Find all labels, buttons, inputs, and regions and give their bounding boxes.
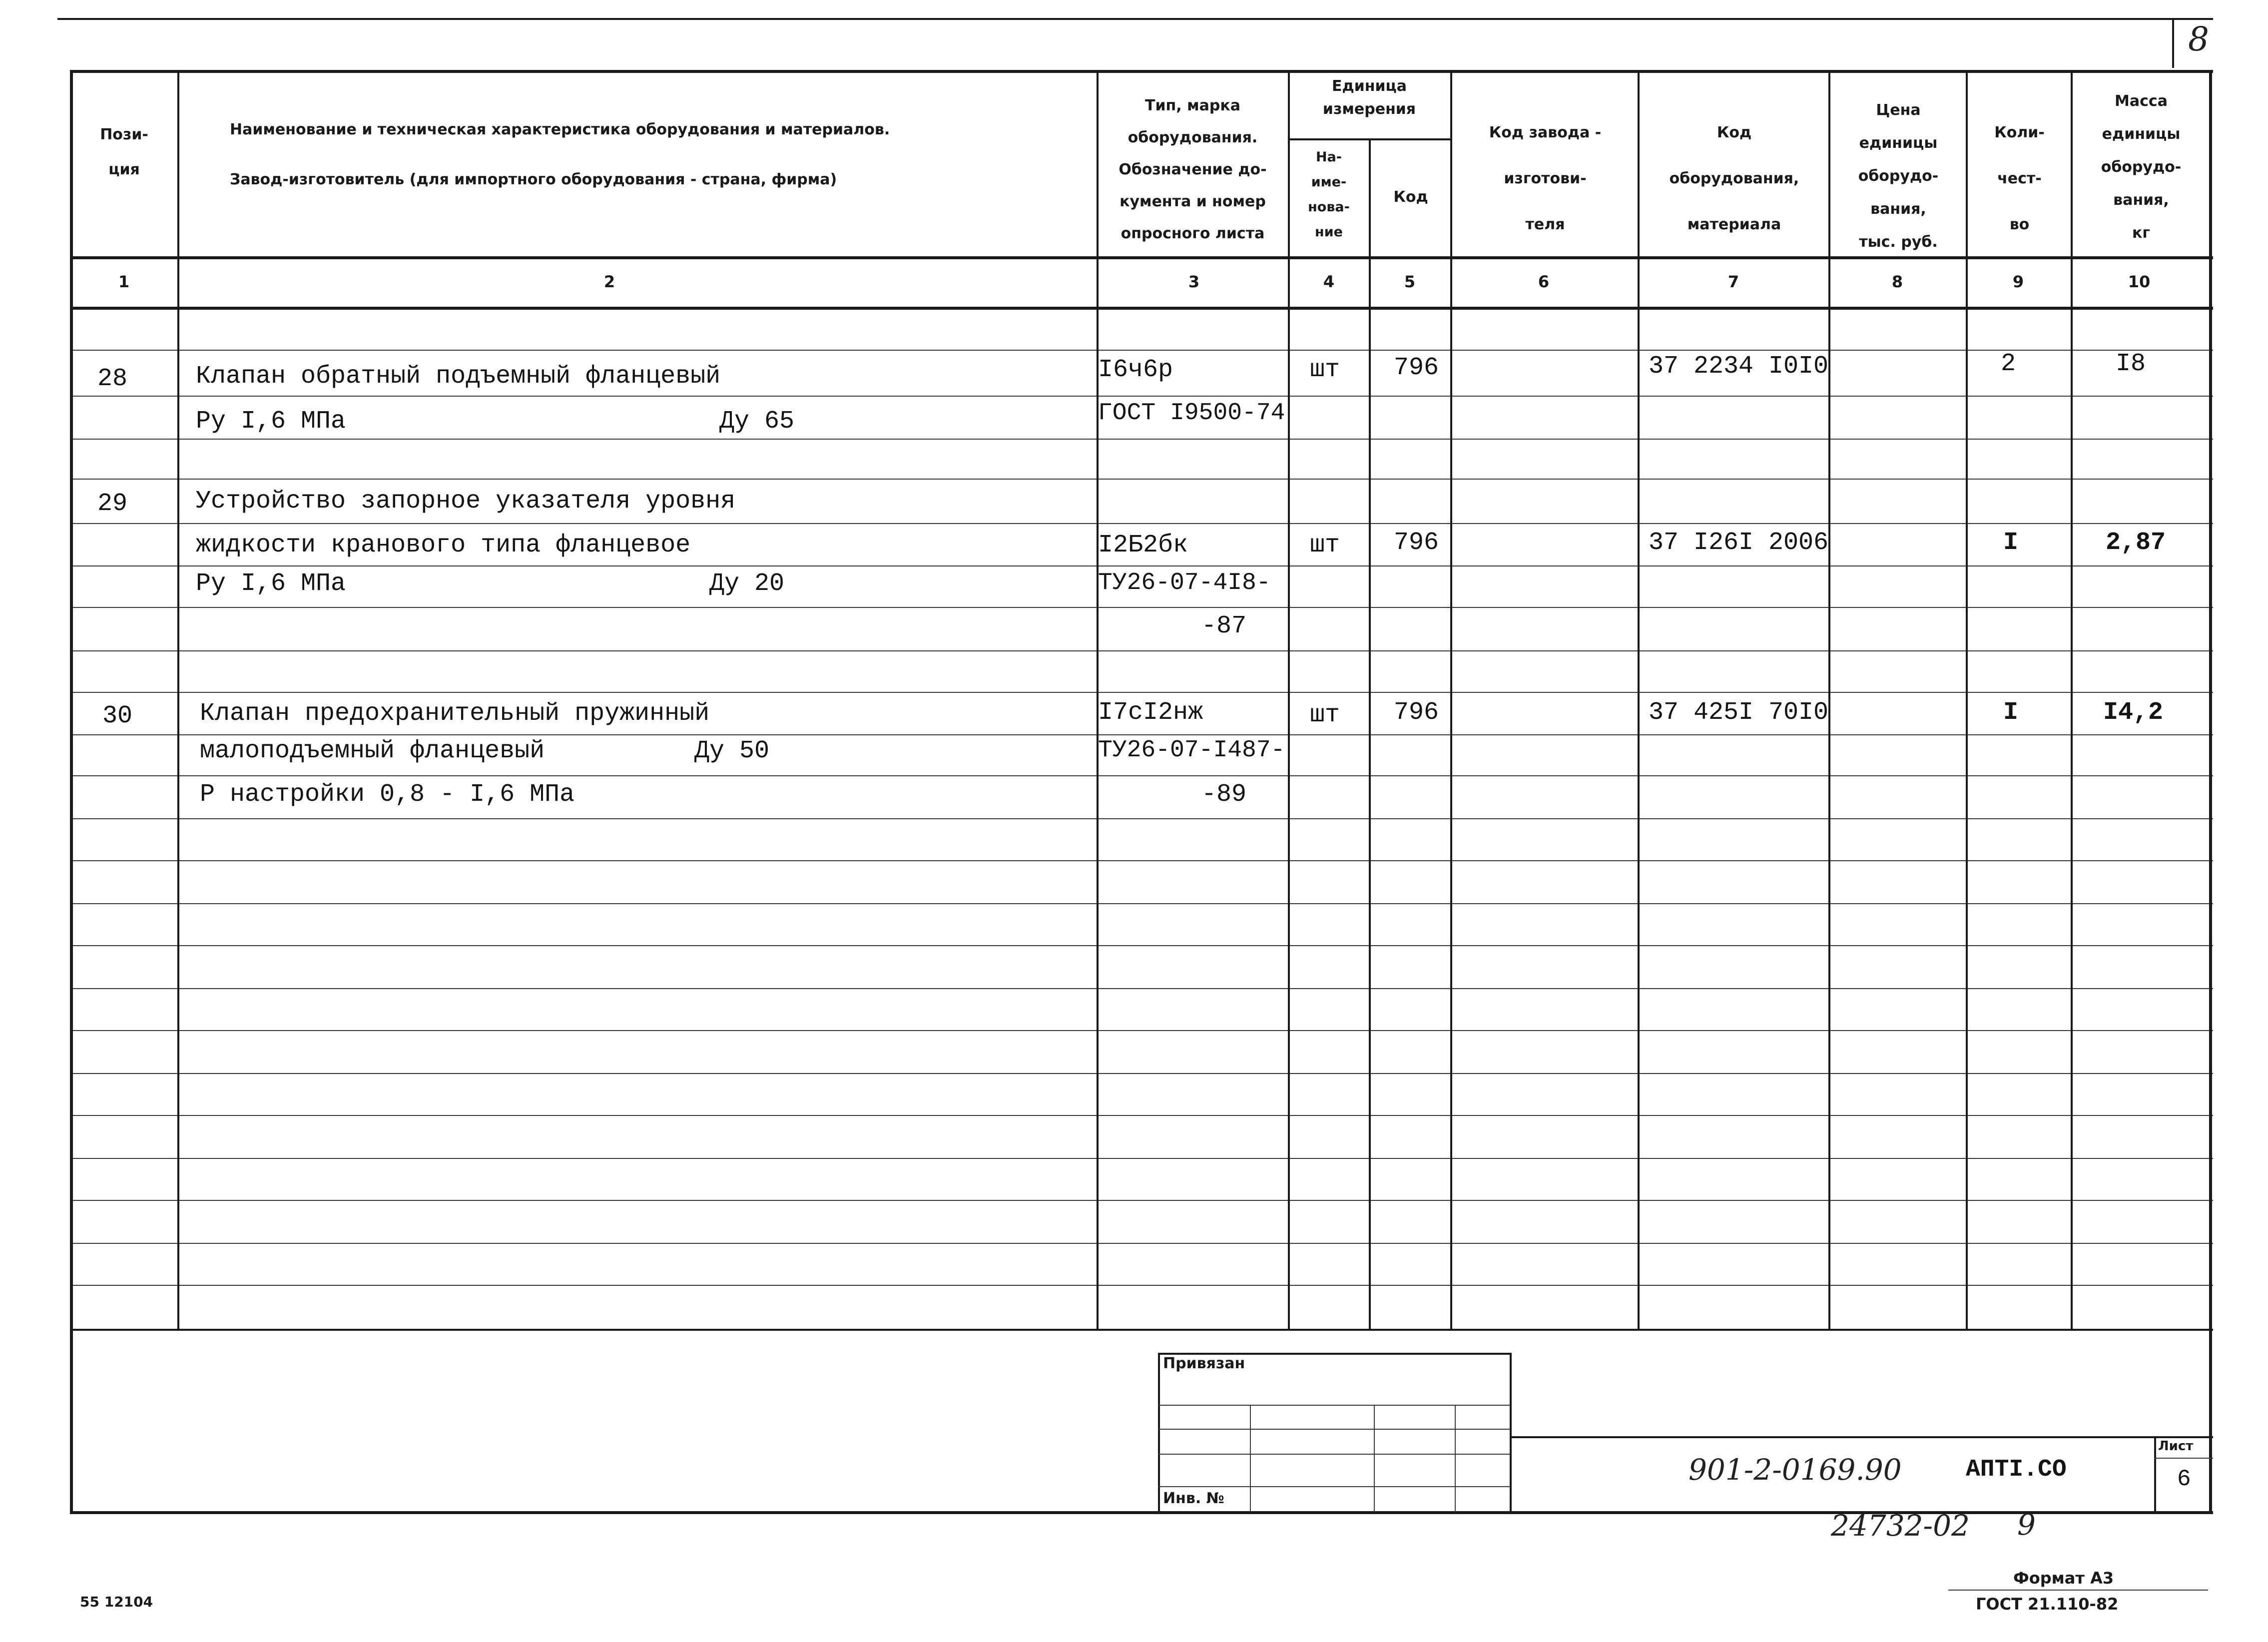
item-28-diameter: Ду 65 (719, 407, 795, 436)
item-29-unit-code: 796 (1394, 529, 1439, 557)
sheet-box-left-line (2154, 1436, 2156, 1512)
table-body-bottom-line (70, 1329, 2213, 1331)
stamp-linked-label: Привязан (1163, 1355, 1245, 1372)
row-line (70, 565, 2213, 566)
row-line (70, 1243, 2213, 1244)
stamp-left-line (1158, 1353, 1160, 1513)
stamp-col-line (1250, 1405, 1251, 1512)
item-29-diameter: Ду 20 (709, 569, 785, 598)
col-line-9 (2071, 70, 2073, 1329)
document-code: 901-2-0169.90 (1689, 1453, 1902, 1487)
item-28-mass: I8 (2116, 350, 2146, 378)
col-line-1 (177, 70, 179, 1329)
item-30-equipment-code: 37 425I 70I0 (1649, 698, 1829, 727)
item-28-pressure: Ру I,6 МПа (196, 407, 346, 436)
col-line-3 (1288, 70, 1290, 1329)
header-plant-code: Код завода - изготови- теля (1489, 124, 1602, 233)
item-29-equipment-code: 37 I26I 2006 (1649, 529, 1829, 557)
row-line (70, 692, 2213, 693)
item-30-standard: ТУ26-07-I487- (1098, 737, 1285, 764)
row-line (70, 523, 2213, 524)
colnum-3: 3 (1188, 272, 1200, 291)
stamp-inventory-label: Инв. № (1163, 1490, 1224, 1507)
archive-suffix: 9 (2017, 1508, 2036, 1542)
footer-line (1948, 1590, 2208, 1591)
doc-block-top-line (1510, 1436, 2213, 1438)
footer-left-code: 55 12104 (80, 1594, 153, 1610)
item-29-unit: шт (1310, 531, 1340, 559)
header-position: Пози- ция (100, 126, 148, 178)
colnum-7: 7 (1727, 272, 1739, 291)
row-line (70, 1073, 2213, 1074)
item-30-name-line1: Клапан предохранительный пружинный (200, 699, 710, 728)
row-line (70, 350, 2213, 351)
item-28-standard: ГОСТ I9500-74 (1098, 400, 1285, 427)
header-price: Цена единицы оборудо- вания, тыс. руб. (1858, 101, 1939, 251)
row-line (70, 818, 2213, 819)
header-name-line2: Завод-изготовитель (для импортного оборудования - страна, фирма) (230, 171, 837, 188)
item-28-equipment-code: 37 2234 I0I0 (1649, 352, 1829, 381)
item-30-mass: I4,2 (2103, 698, 2164, 727)
row-line (70, 650, 2213, 651)
stamp-row-line (1158, 1486, 1510, 1487)
col-line-5 (1450, 70, 1452, 1329)
colnum-2: 2 (603, 272, 615, 291)
stamp-right-line (1510, 1353, 1512, 1513)
stamp-row-line (1158, 1405, 1510, 1406)
item-29-quantity: I (2003, 529, 2019, 557)
colnum-9: 9 (2012, 272, 2024, 291)
header-type: Тип, марка оборудования. Обозначение до- кумента и номер опросного листа (1119, 97, 1267, 242)
item-30-setting-pressure: Р настройки 0,8 - I,6 МПа (200, 780, 575, 809)
row-line (70, 903, 2213, 904)
item-29-name-line1: Устройство запорное указателя уровня (196, 487, 736, 516)
gost-label: ГОСТ 21.110-82 (1976, 1595, 2119, 1614)
row-line (70, 860, 2213, 861)
item-30-diameter: Ду 50 (694, 737, 770, 765)
item-30-name-line2: малоподъемный фланцевый (200, 737, 545, 765)
colnum-1: 1 (118, 272, 130, 291)
archive-number: 24732-02 (1831, 1509, 1970, 1543)
item-29-standard: ТУ26-07-4I8- (1098, 569, 1271, 596)
colnum-4: 4 (1323, 272, 1335, 291)
item-29-name-line2: жидкости кранового типа фланцевое (196, 531, 691, 559)
format-label: Формат А3 (2013, 1569, 2114, 1588)
col-line-4 (1369, 138, 1371, 1329)
sheet-number: 6 (2177, 1466, 2191, 1492)
colnum-bottom-line (70, 307, 2213, 310)
row-line (70, 775, 2213, 776)
row-line (70, 1115, 2213, 1116)
page-number: 8 (2188, 20, 2209, 58)
position-30: 30 (102, 702, 133, 730)
top-frame-line (57, 18, 2213, 20)
header-equipment-code: Код оборудования, материала (1669, 124, 1799, 233)
colnum-8: 8 (1891, 272, 1903, 291)
row-line (70, 1200, 2213, 1201)
row-line (70, 439, 2213, 440)
col-line-7 (1828, 70, 1830, 1329)
item-28-unit-code: 796 (1394, 354, 1439, 382)
item-29-type: I2Б2бк (1098, 531, 1188, 559)
col-line-6 (1638, 70, 1640, 1329)
row-line (70, 945, 2213, 946)
header-name-line1: Наименование и техническая характеристика оборудования и материалов. (230, 121, 890, 138)
header-mass: Масса единицы оборудо- вания, кг (2101, 92, 2182, 242)
row-line (70, 1158, 2213, 1159)
item-28-type: I6ч6р (1098, 356, 1173, 384)
stamp-col-line (1455, 1405, 1456, 1512)
colnum-5: 5 (1404, 272, 1416, 291)
row-line (70, 734, 2213, 735)
sheet-label: Лист (2158, 1439, 2194, 1454)
table-top-border (70, 70, 2213, 73)
page-number-box-line (2172, 18, 2174, 68)
item-30-unit-code: 796 (1394, 698, 1439, 727)
row-line (70, 988, 2213, 989)
colnum-6: 6 (1538, 272, 1550, 291)
item-30-standard-cont: -89 (1201, 780, 1247, 809)
item-28-unit: шт (1310, 356, 1340, 384)
position-29: 29 (97, 490, 128, 518)
row-line (70, 479, 2213, 480)
col-line-left (70, 70, 73, 1514)
position-28: 28 (97, 365, 128, 393)
item-28-quantity: 2 (2001, 350, 2016, 378)
document-suffix: АПТI.СО (1966, 1456, 2067, 1483)
item-30-unit: шт (1310, 701, 1340, 729)
col-line-8 (1966, 70, 1968, 1329)
stamp-row-line (1158, 1429, 1510, 1430)
colnum-10: 10 (2128, 272, 2151, 291)
row-line (70, 1285, 2213, 1286)
col-line-right (2209, 70, 2212, 1514)
item-30-quantity: I (2003, 698, 2019, 727)
item-30-type: I7сI2нж (1098, 698, 1203, 727)
header-unit-name: На- име- нова- ние (1308, 149, 1350, 240)
item-29-pressure: Ру I,6 МПа (196, 569, 346, 598)
header-unit-group: Единица измерения (1322, 77, 1416, 118)
header-unit-code: Код (1393, 188, 1428, 206)
row-line (70, 607, 2213, 608)
sheet-box-mid-line (2154, 1458, 2213, 1459)
item-28-name-line1: Клапан обратный подъемный фланцевый (196, 362, 721, 391)
row-line (70, 396, 2213, 397)
stamp-row-line (1158, 1454, 1510, 1455)
header-quantity: Коли- чест- во (1994, 124, 2045, 233)
item-29-standard-cont: -87 (1201, 612, 1247, 640)
item-29-mass: 2,87 (2106, 529, 2166, 557)
row-line (70, 1030, 2213, 1031)
stamp-col-line (1374, 1405, 1375, 1512)
